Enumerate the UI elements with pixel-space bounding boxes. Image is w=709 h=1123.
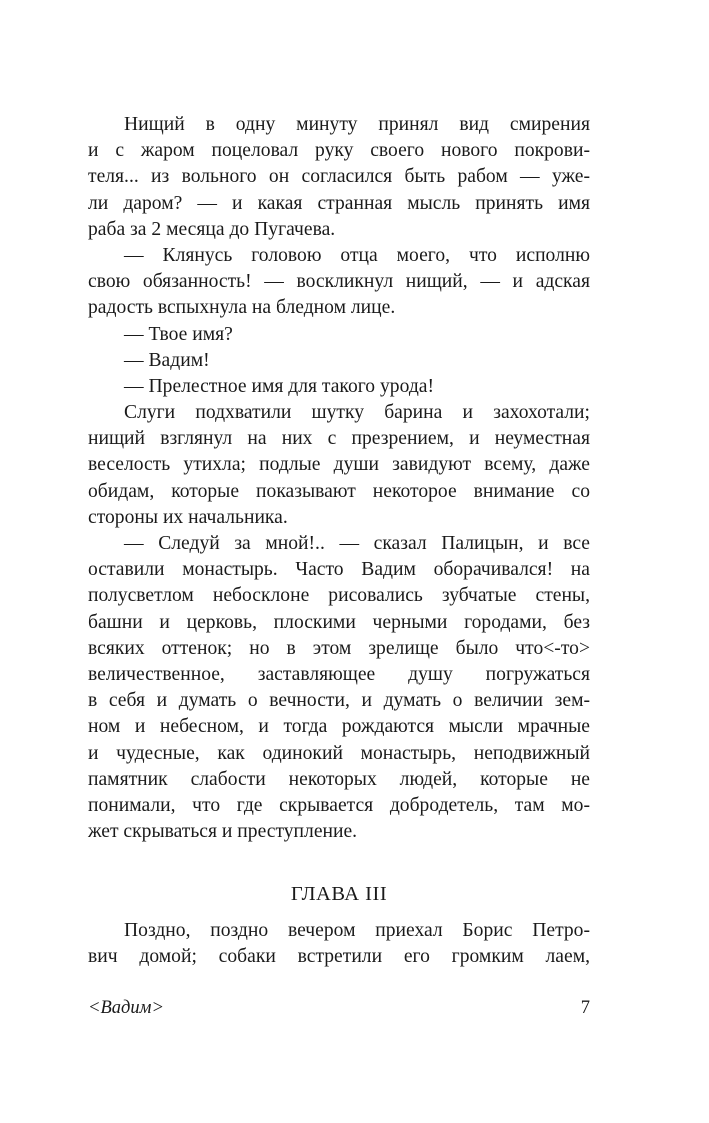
text-line: ли даром? — и какая странная мысль принять имя	[88, 192, 590, 214]
text-line: раба за 2 месяца до Пугачева.	[88, 218, 336, 240]
page-number: 7	[580, 998, 590, 1018]
text-line: в себя и думать о вечности, и думать о величии зем-	[88, 690, 590, 712]
text-line: — Следуй за мной!.. — сказал Палицын, и все	[124, 533, 590, 554]
text-line: величественное, заставляющее душу погружаться	[88, 663, 590, 685]
page-footer	[88, 995, 590, 1021]
text-line: памятник слабости некоторых людей, которые не	[88, 768, 590, 790]
text-line: и с жаром поцеловал руку своего нового покрови-	[88, 140, 590, 162]
text-line: веселость утихла; подлые души завидуют всему, даже	[88, 454, 590, 476]
text-line: оставили монастырь. Часто Вадим оборачивался! на	[88, 559, 590, 581]
text-line: башни и церковь, плоскими черными городами, без	[88, 611, 590, 633]
running-title: <Вадим>	[88, 998, 164, 1018]
text-line: — Твое имя?	[124, 323, 233, 345]
text-line: стороны их начальника.	[88, 506, 288, 528]
text-line: и чудесные, как одинокий монастырь, неподвижный	[88, 742, 590, 764]
text-line: жет скрываться и преступление.	[88, 821, 358, 843]
body-text	[88, 112, 590, 845]
chapter-title: ГЛАВА III	[290, 883, 388, 905]
text-line: радость вспыхнула на бледном лице.	[88, 297, 396, 319]
text-line: полусветлом небосклоне рисовались зубчатые стены,	[88, 585, 590, 607]
text-line: Поздно, поздно вечером приехал Борис Петро-	[124, 920, 590, 941]
chapter-body-text	[88, 918, 590, 970]
text-line: ном и небесном, и тогда рождаются мысли мрачные	[88, 716, 590, 738]
text-line: свою обязанность! — воскликнул нищий, — и адская	[88, 271, 590, 293]
text-line: — Клянусь головою отца моего, что исполню	[124, 244, 590, 266]
text-line: нищий взглянул на них с презрением, и неуместная	[88, 428, 590, 450]
text-line: вич домой; собаки встретили его громким лаем,	[88, 946, 590, 968]
text-line: Нищий в одну минуту принял вид смирения	[124, 114, 590, 135]
text-line: всяких оттенок; но в этом зрелище было что<-то>	[88, 637, 590, 659]
text-line: теля... из вольного он согласился быть рабом — уже-	[88, 166, 590, 188]
text-line: — Прелестное имя для такого урода!	[124, 375, 435, 397]
text-line: обидам, которые показывают некоторое внимание со	[88, 480, 590, 502]
text-line: Слуги подхватили шутку барина и захохотали;	[124, 402, 590, 424]
text-line: — Вадим!	[124, 349, 210, 371]
text-line: понимали, что где скрывается добродетель, там мо-	[88, 794, 590, 816]
